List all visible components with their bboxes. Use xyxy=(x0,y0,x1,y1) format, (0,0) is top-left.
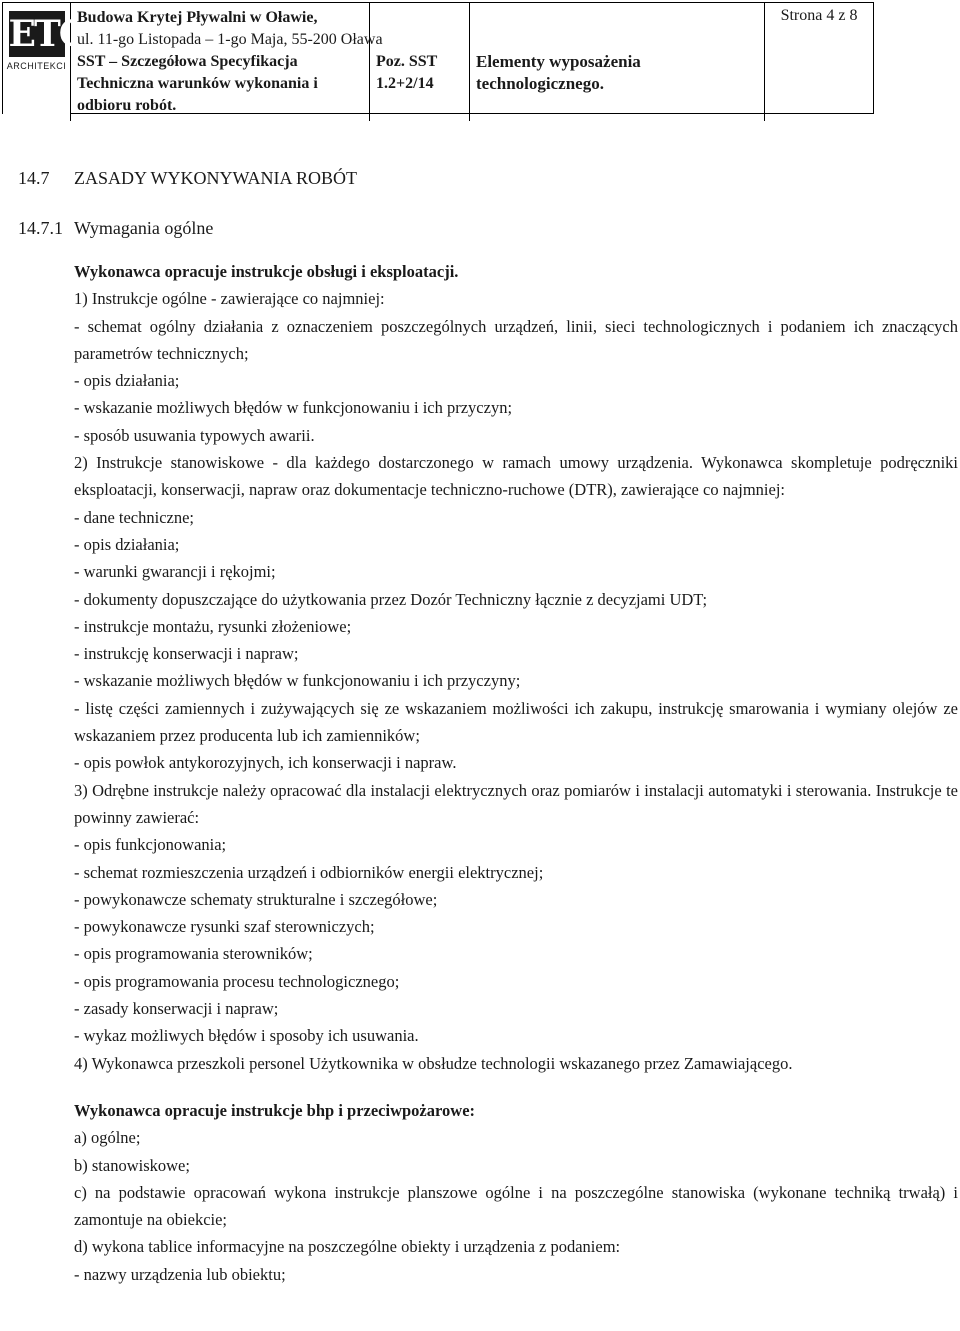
list-item: 4) Wykonawca przeszkoli personel Użytkownika w obsłudze technologii wskazanego przez Zamawiającego. xyxy=(74,1053,793,1073)
section-title: ZASADY WYKONYWANIA ROBÓT xyxy=(74,168,357,188)
list-item: - opis programowania procesu technologicznego; xyxy=(74,971,400,991)
element-title-1: Elementy wyposażenia xyxy=(476,52,641,71)
page-number: Strona 4 z 8 xyxy=(780,7,858,24)
document-header xyxy=(2,2,874,114)
element-cell xyxy=(470,3,765,121)
bhp-list xyxy=(74,1124,958,1288)
subsection-title: Wymagania ogólne xyxy=(74,218,214,238)
bhp-list-item: d) wykona tablice informacyjne na poszczególne obiekty i urządzenia z podaniem: xyxy=(74,1237,621,1257)
list-item: - opis działania; xyxy=(74,534,180,554)
list-item: - wskazanie możliwych błędów w funkcjonowaniu i ich przyczyny; xyxy=(74,671,521,691)
bhp-list-item: a) ogólne; xyxy=(74,1128,141,1148)
subsection-number: 14.7.1 xyxy=(18,218,63,238)
bhp-list-item: c) na podstawie opracowań wykona instrukcje planszowe ogólne i na poszczególne stanowiska (wykonane techniką trwałą) i zamontuje na obiekcie; xyxy=(74,1182,958,1230)
spec-title-2: Techniczna warunków wykonania i xyxy=(77,75,318,92)
list-item: 1) Instrukcje ogólne - zawierające co najmniej: xyxy=(74,289,385,309)
body-text xyxy=(74,258,958,1288)
bhp-heading: Wykonawca opracuje instrukcje bhp i przeciwpożarowe: xyxy=(74,1100,476,1120)
project-address: ul. 11-go Listopada – 1-go Maja, 55-200 Oława xyxy=(77,31,383,48)
section-number: 14.7 xyxy=(18,168,50,188)
list-item: 3) Odrębne instrukcje należy opracować dla instalacji elektrycznych oraz pomiarów i instalacji automatyki i sterowania. Instrukcje te powinny zawierać: xyxy=(74,780,958,827)
list-item: - opis programowania sterowników; xyxy=(74,944,313,964)
list-item: - sposób usuwania typowych awarii. xyxy=(74,425,315,445)
logo-subtitle: ARCHITEKCI xyxy=(6,61,67,71)
list-item: - listę części zamiennych i zużywających się ze wskazaniem możliwości ich zakupu, instrukcję smarowania i wymiany olejów ze wskazaniem przez producenta lub ich zamienników; xyxy=(74,698,958,746)
logo-mark: ETC xyxy=(8,13,86,55)
list-item: - opis działania; xyxy=(74,371,180,391)
position-cell xyxy=(370,3,470,121)
list-item: 2) Instrukcje stanowiskowe - dla każdego dostarczonego w ramach umowy urządzenia. Wykonawca skompletuje podręczniki eksploatacji, konserwacji, napraw oraz dokumentacje techniczno-ruchowe (DTR), zawierające co najmniej: xyxy=(74,453,958,500)
element-title-2: technologicznego. xyxy=(476,74,604,93)
lead-paragraph: Wykonawca opracuje instrukcje obsługi i eksploatacji. xyxy=(74,262,459,281)
bhp-list-item: b) stanowiskowe; xyxy=(74,1155,190,1175)
project-cell xyxy=(71,3,383,121)
list-item: - opis funkcjonowania; xyxy=(74,835,227,855)
requirements-list xyxy=(74,285,958,1077)
spec-title-1: SST – Szczegółowa Specyfikacja xyxy=(77,53,298,70)
company-logo xyxy=(3,3,86,121)
subsection-heading xyxy=(18,216,214,240)
project-name: Budowa Krytej Pływalni w Oławie, xyxy=(77,9,318,26)
list-item: - schemat ogólny działania z oznaczeniem poszczególnych urządzeń, linii, sieci technologicznych i podaniem ich znaczących parametrów technicznych; xyxy=(74,316,958,363)
list-item: - opis powłok antykorozyjnych, ich konserwacji i napraw. xyxy=(74,753,457,773)
list-item: - instrukcje montażu, rysunki złożeniowe; xyxy=(74,616,352,636)
position-number: 1.2+2/14 xyxy=(376,75,434,92)
list-item: - powykonawcze rysunki szaf sterowniczych; xyxy=(74,917,375,937)
list-item: - powykonawcze schematy strukturalne i szczegółowe; xyxy=(74,889,438,909)
page-number-cell xyxy=(765,3,873,121)
list-item: - zasady konserwacji i napraw; xyxy=(74,999,279,1019)
section-heading xyxy=(18,166,357,190)
list-item: - wskazanie możliwych błędów w funkcjonowaniu i ich przyczyn; xyxy=(74,398,513,418)
list-item: - schemat rozmieszczenia urządzeń i odbiorników energii elektrycznej; xyxy=(74,862,544,882)
list-item: - instrukcję konserwacji i napraw; xyxy=(74,644,299,664)
bhp-list-item: - nazwy urządzenia lub obiektu; xyxy=(74,1264,286,1284)
list-item: - dane techniczne; xyxy=(74,507,195,527)
list-item: - warunki gwarancji i rękojmi; xyxy=(74,562,276,582)
position-label: Poz. SST xyxy=(376,53,438,70)
list-item: - dokumenty dopuszczające do użytkowania przez Dozór Techniczny łącznie z decyzjami UDT; xyxy=(74,589,708,609)
list-item: - wykaz możliwych błędów i sposoby ich usuwania. xyxy=(74,1026,419,1046)
spec-title-3: odbioru robót. xyxy=(77,97,177,114)
